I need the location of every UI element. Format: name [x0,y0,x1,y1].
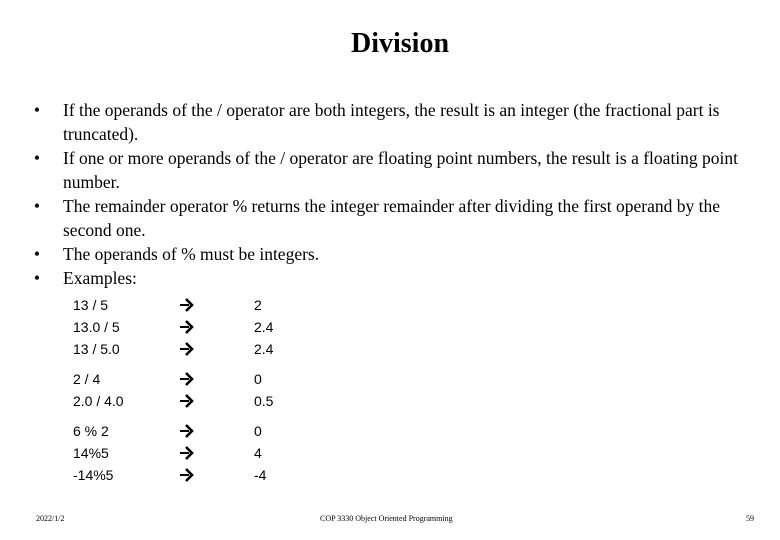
bullet-dot: • [33,148,41,168]
footer-course: COP 3330 Object Oriented Programming [320,514,453,523]
right-arrow-icon [178,338,196,360]
slide-title: Division [350,28,450,59]
bullet-item [30,98,765,146]
bullet-dot: • [33,244,41,264]
bullet-text: The operands of % must be integers. [63,244,320,264]
right-arrow-icon [178,294,196,316]
example-expression: 2 / 4 [73,371,101,387]
bullet-dot: • [33,268,41,288]
bullet-dot: • [33,196,41,216]
example-expression: 13 / 5.0 [73,341,120,357]
right-arrow-icon [178,442,196,464]
example-result: -4 [254,467,267,483]
example-expression: 13.0 / 5 [73,319,120,335]
bullet-item [30,266,765,290]
example-result: 0 [254,371,262,387]
example-result: 4 [254,445,262,461]
example-expression: 13 / 5 [73,297,109,313]
bullet-text: If one or more operands of the / operator are floating point numbers, the result is a floating point number. [63,148,739,192]
example-result: 2 [254,297,262,313]
example-result: 0 [254,423,262,439]
example-expression: 6 % 2 [73,423,109,439]
footer-date: 2022/1/2 [36,514,65,523]
footer-page-number: 59 [746,514,754,523]
bullet-text: If the operands of the / operator are both integers, the result is an integer (the fractional part is truncated). [63,100,720,144]
bullet-item [30,146,765,194]
bullet-text: Examples: [63,268,137,288]
example-expression: -14%5 [73,467,114,483]
example-expression: 14%5 [73,445,109,461]
example-result: 2.4 [254,319,274,335]
bullet-list [30,98,765,290]
right-arrow-icon [178,368,196,390]
right-arrow-icon [178,316,196,338]
example-result: 2.4 [254,341,274,357]
example-expression: 2.0 / 4.0 [73,393,124,409]
right-arrow-icon [178,464,196,486]
right-arrow-icon [178,420,196,442]
example-result: 0.5 [254,393,274,409]
right-arrow-icon [178,390,196,412]
bullet-text: The remainder operator % returns the integer remainder after dividing the first operand by the second one. [63,196,720,240]
bullet-item [30,194,765,242]
bullet-item [30,242,765,266]
bullet-dot: • [33,100,41,120]
